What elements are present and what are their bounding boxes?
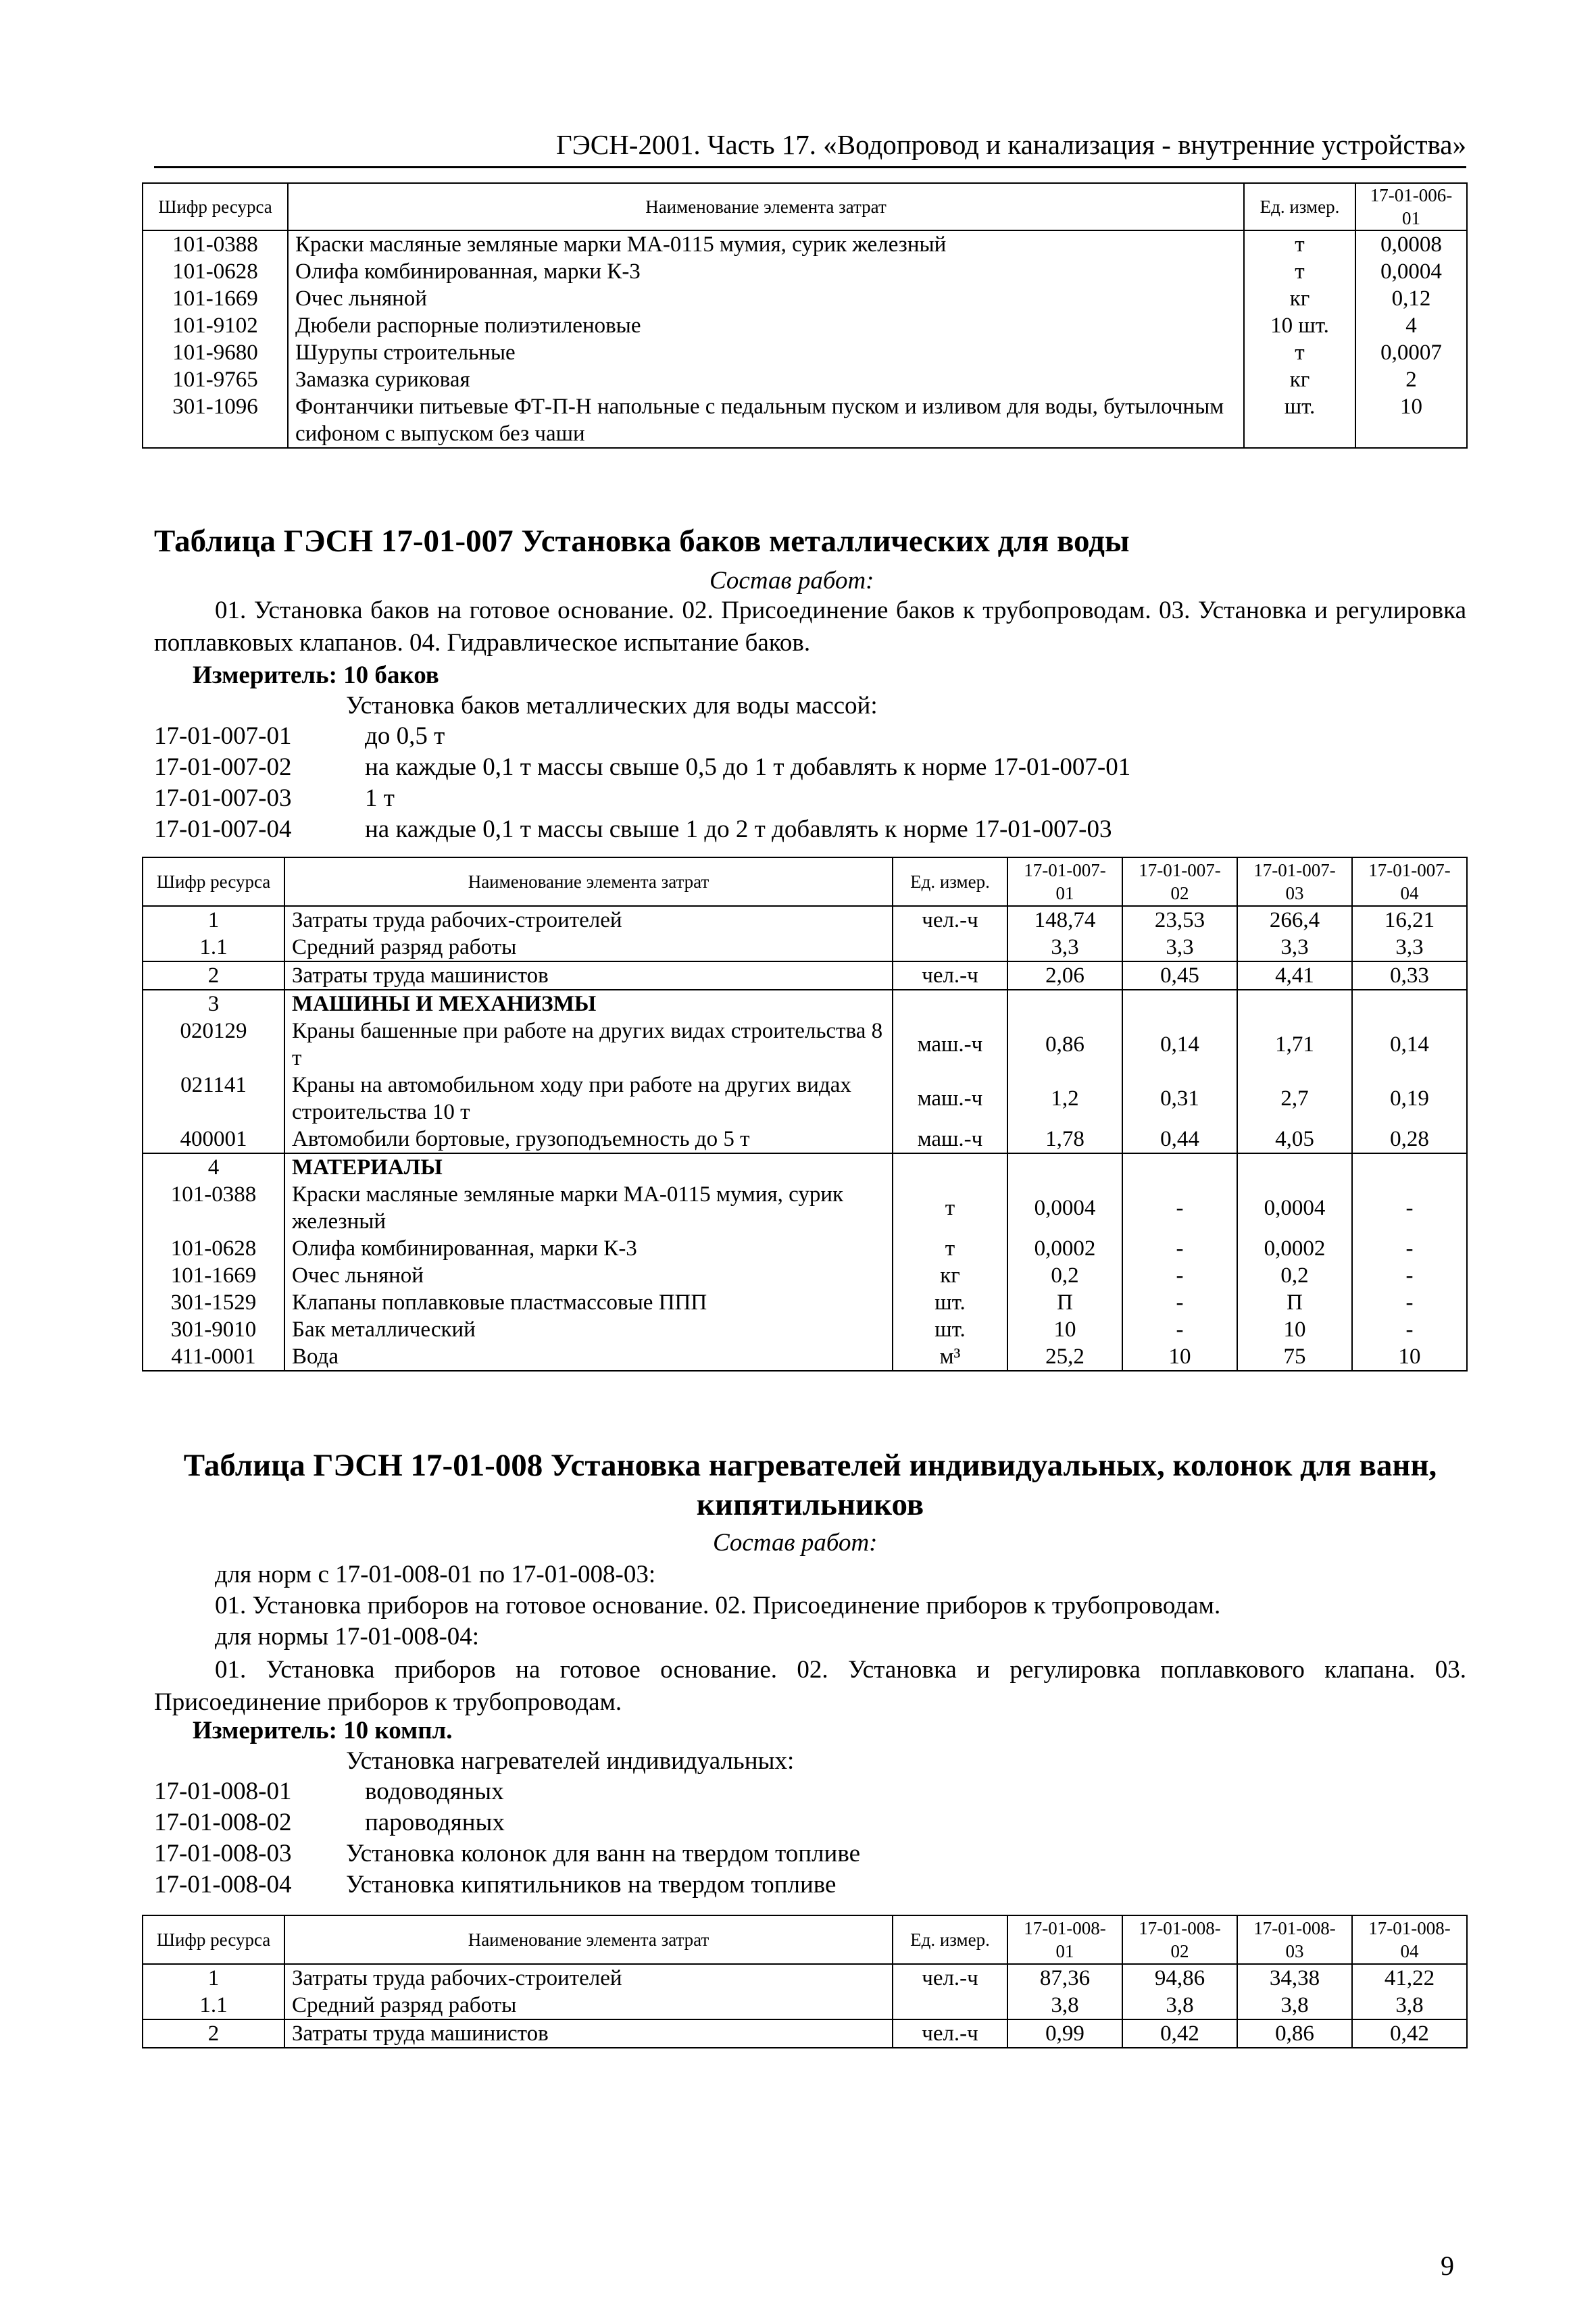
table-row: 411-0001 Вода м³ 25,2 10 75 10 [143,1343,1467,1371]
norm-code: 17-01-008-02 [154,1809,292,1836]
norm-code: 17-01-007-01 [154,722,292,750]
norm-code: 17-01-008-03 [154,1840,292,1867]
page-header: ГЭСН-2001. Часть 17. «Водопровод и канализация - внутренние устройства» [154,128,1466,168]
resources-table-007 [142,857,1468,1372]
table-row: 1 Затраты труда рабочих-строителей чел.-ч 87,36 94,86 34,38 41,22 [143,1964,1467,1992]
table-row: 301-9010 Бак металлический шт. 10 - 10 - [143,1316,1467,1343]
table-row: 1.1 Средний разряд работы 3,8 3,8 3,8 3,8 [143,1992,1467,2019]
table-row: 101-0628 Олифа комбинированная, марки К-3 т 0,0002 - 0,0002 - [143,1235,1467,1262]
col-norm: 17-01-007-03 [1237,857,1352,906]
col-norm: 17-01-007-01 [1007,857,1122,906]
col-unit: Ед. измер. [893,1915,1007,1964]
resources-table-006 [142,182,1468,449]
col-norm: 17-01-008-03 [1237,1915,1352,1964]
table-row: 301-1529 Клапаны поплавковые пластмассовые ППП шт. П - П - [143,1289,1467,1316]
measure-unit: Измеритель: 10 баков [193,661,439,689]
col-code: Шифр ресурса [143,183,288,230]
norm-code: 17-01-007-04 [154,815,292,843]
col-unit: Ед. измер. [893,857,1007,906]
table-row: 101-9680 Шурупы строительные т 0,0007 [143,339,1467,366]
col-name: Наименование элемента затрат [288,183,1244,230]
table-row: 101-0388 Краски масляные земляные марки МА-0115 мумия, сурик железный т 0,0008 [143,230,1467,258]
norm-desc: 1 т [365,784,395,812]
table-row: 101-0388 Краски масляные земляные марки МА-0115 мумия, сурик железный т 0,0004 - 0,0004 - [143,1181,1467,1235]
page-number: 9 [1441,2250,1454,2281]
table-row: 101-0628 Олифа комбинированная, марки К-3 т 0,0004 [143,258,1467,285]
work-composition-label: Состав работ: [709,567,874,595]
norm-desc: пароводяных [365,1809,505,1836]
norm-code: 17-01-007-02 [154,753,292,781]
col-norm: 17-01-008-01 [1007,1915,1122,1964]
norm-desc: на каждые 0,1 т массы свыше 0,5 до 1 т добавлять к норме 17-01-007-01 [365,753,1131,781]
col-code: Шифр ресурса [143,857,284,906]
norm-code: 17-01-007-03 [154,784,292,812]
col-code: Шифр ресурса [143,1915,284,1964]
work-composition-text: 01. Установка баков на готовое основание. 02. Присоединение баков к трубопроводам. 03. Установка и регулировка поплавковых клапанов. 04. Гидравлическое испытание баков. [154,597,1466,657]
table-row: 4 МАТЕРИАЛЫ [143,1153,1467,1181]
norm-code: 17-01-008-04 [154,1871,292,1898]
table-row: 400001 Автомобили бортовые, грузоподъемность до 5 т маш.-ч 1,78 0,44 4,05 0,28 [143,1126,1467,1153]
work-composition-text: 01. Установка приборов на готовое основание. 02. Установка и регулировка поплавкового клапана. 03. Присоединение приборов к трубопроводам. [154,1656,1466,1716]
table-row: 020129 Краны башенные при работе на других видах строительства 8 т маш.-ч 0,86 0,14 1,71 0,14 [143,1017,1467,1072]
norm-desc: Установка кипятильников на твердом топливе [346,1871,837,1898]
section-title-008: Таблица ГЭСН 17-01-008 Установка нагревателей индивидуальных, колонок для ванн, кипятильников [183,1448,1437,1522]
table-row: 021141 Краны на автомобильном ходу при работе на других видах строительства 10 т маш.-ч 1,2 0,31 2,7 0,19 [143,1072,1467,1126]
table-row: 3 МАШИНЫ И МЕХАНИЗМЫ [143,990,1467,1017]
col-norm: 17-01-006-01 [1355,183,1467,230]
col-norm: 17-01-007-02 [1122,857,1237,906]
table-row: 301-1096 Фонтанчики питьевые ФТ-П-Н напольные с педальным пуском и изливом для воды, бутылочным сифоном с выпуском без чаши шт. 10 [143,393,1467,448]
norm-desc: на каждые 0,1 т массы свыше 1 до 2 т добавлять к норме 17-01-007-03 [365,815,1112,843]
work-composition-text: 01. Установка приборов на готовое основание. 02. Присоединение приборов к трубопроводам. [215,1592,1221,1619]
norms-range: для норм с 17-01-008-01 по 17-01-008-03: [215,1561,656,1588]
norm-desc: водоводяных [365,1778,504,1805]
col-unit: Ед. измер. [1244,183,1355,230]
table-row: 101-1669 Очес льняной кг 0,2 - 0,2 - [143,1262,1467,1289]
norm-range: для нормы 17-01-008-04: [215,1623,480,1651]
section-title-007: Таблица ГЭСН 17-01-007 Установка баков металлических для воды [154,524,1130,559]
col-norm: 17-01-008-04 [1352,1915,1467,1964]
norms-intro: Установка нагревателей индивидуальных: [346,1747,795,1775]
work-composition-label: Состав работ: [713,1529,878,1557]
table-row: 1.1 Средний разряд работы 3,3 3,3 3,3 3,3 [143,934,1467,961]
col-norm: 17-01-007-04 [1352,857,1467,906]
norm-desc: до 0,5 т [365,722,445,750]
norm-code: 17-01-008-01 [154,1778,292,1805]
table-row: 2 Затраты труда машинистов чел.-ч 2,06 0,45 4,41 0,33 [143,961,1467,990]
table-row: 101-9102 Дюбели распорные полиэтиленовые 10 шт. 4 [143,312,1467,339]
norm-desc: Установка колонок для ванн на твердом топливе [346,1840,861,1867]
col-name: Наименование элемента затрат [284,1915,893,1964]
col-norm: 17-01-008-02 [1122,1915,1237,1964]
col-name: Наименование элемента затрат [284,857,893,906]
table-row: 2 Затраты труда машинистов чел.-ч 0,99 0,42 0,86 0,42 [143,2019,1467,2048]
norms-intro: Установка баков металлических для воды массой: [346,692,878,720]
table-row: 1 Затраты труда рабочих-строителей чел.-ч 148,74 23,53 266,4 16,21 [143,906,1467,934]
table-row: 101-1669 Очес льняной кг 0,12 [143,285,1467,312]
measure-unit: Измеритель: 10 компл. [193,1717,453,1744]
table-row: 101-9765 Замазка суриковая кг 2 [143,366,1467,393]
resources-table-008 [142,1915,1468,2048]
